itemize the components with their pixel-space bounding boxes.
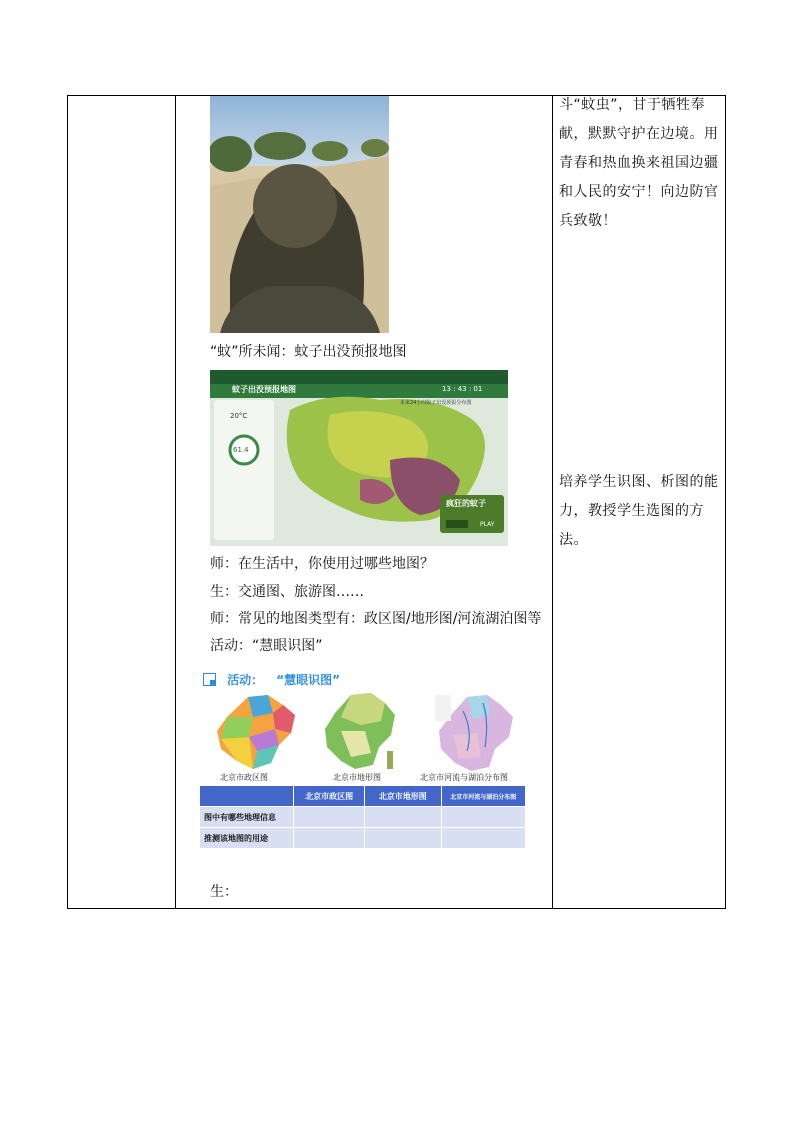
table-row bbox=[200, 807, 526, 828]
map-label-political: 北京市政区图 bbox=[220, 773, 268, 782]
game-play: PLAY bbox=[480, 521, 495, 528]
activity-title: “慧眼识图” bbox=[276, 673, 340, 687]
right-note-1: 斗“蚊虫”，甘于牺牲奉献，默默守护在边境。用青春和热血换来祖国边疆和人民的安宁！向边防官兵致敬！ bbox=[559, 97, 719, 229]
map-label-terrain: 北京市地形图 bbox=[333, 773, 381, 782]
forecast-subtitle: 未来24小时蚊子出没预报分布图 bbox=[400, 400, 472, 406]
table-header: 北京市河流与湖泊分布图 bbox=[441, 786, 526, 807]
teacher-map-types: 师：常见的地图类型有：政区图/地形图/河流湖泊图等 bbox=[210, 611, 542, 627]
map-label-river: 北京市河流与湖泊分布图 bbox=[420, 773, 508, 782]
table-cell bbox=[441, 828, 526, 849]
map-compare-table bbox=[199, 785, 526, 849]
table-cell bbox=[294, 828, 365, 849]
table-header-row bbox=[200, 786, 526, 807]
right-note-2: 培养学生识图、析图的能力，教授学生选图的方法。 bbox=[559, 474, 719, 548]
column-divider-2 bbox=[552, 96, 553, 908]
activity-line: 活动：“慧眼识图” bbox=[210, 638, 323, 654]
political-map bbox=[213, 693, 303, 773]
map-caption: “蚊”所未闻：蚊子出没预报地图 bbox=[210, 344, 407, 360]
student-response: 生： bbox=[210, 884, 238, 900]
forecast-title: 蚊子出没预报地图 bbox=[232, 385, 296, 394]
soldier-photo bbox=[210, 96, 389, 333]
table-header: 北京市地形图 bbox=[364, 786, 441, 807]
table-cell bbox=[364, 828, 441, 849]
table-row-label: 推测该地图的用途 bbox=[200, 828, 294, 849]
table-header: 北京市政区图 bbox=[294, 786, 365, 807]
mosquito-forecast-map bbox=[210, 370, 508, 546]
terrain-map bbox=[321, 691, 401, 773]
table-cell bbox=[441, 807, 526, 828]
table-row-label: 图中有哪些地理信息 bbox=[200, 807, 294, 828]
activity-heading bbox=[203, 669, 340, 685]
game-title: 疯狂的蚊子 bbox=[446, 499, 486, 508]
lesson-table bbox=[67, 95, 726, 909]
table-cell bbox=[294, 807, 365, 828]
forecast-index: 61.4 bbox=[233, 446, 249, 454]
activity-square-icon bbox=[203, 673, 216, 686]
river-lake-map bbox=[433, 691, 523, 773]
activity-heading-label: 活动： bbox=[227, 673, 264, 687]
teacher-question: 师：在生活中，你使用过哪些地图？ bbox=[210, 556, 434, 572]
table-cell bbox=[364, 807, 441, 828]
table-row bbox=[200, 828, 526, 849]
column-divider-1 bbox=[175, 96, 176, 908]
forecast-temp: 20°C bbox=[230, 412, 248, 420]
student-answer: 生：交通图、旅游图…… bbox=[210, 584, 364, 600]
table-corner bbox=[200, 786, 294, 807]
forecast-time: 13 : 43 : 01 bbox=[442, 385, 483, 393]
